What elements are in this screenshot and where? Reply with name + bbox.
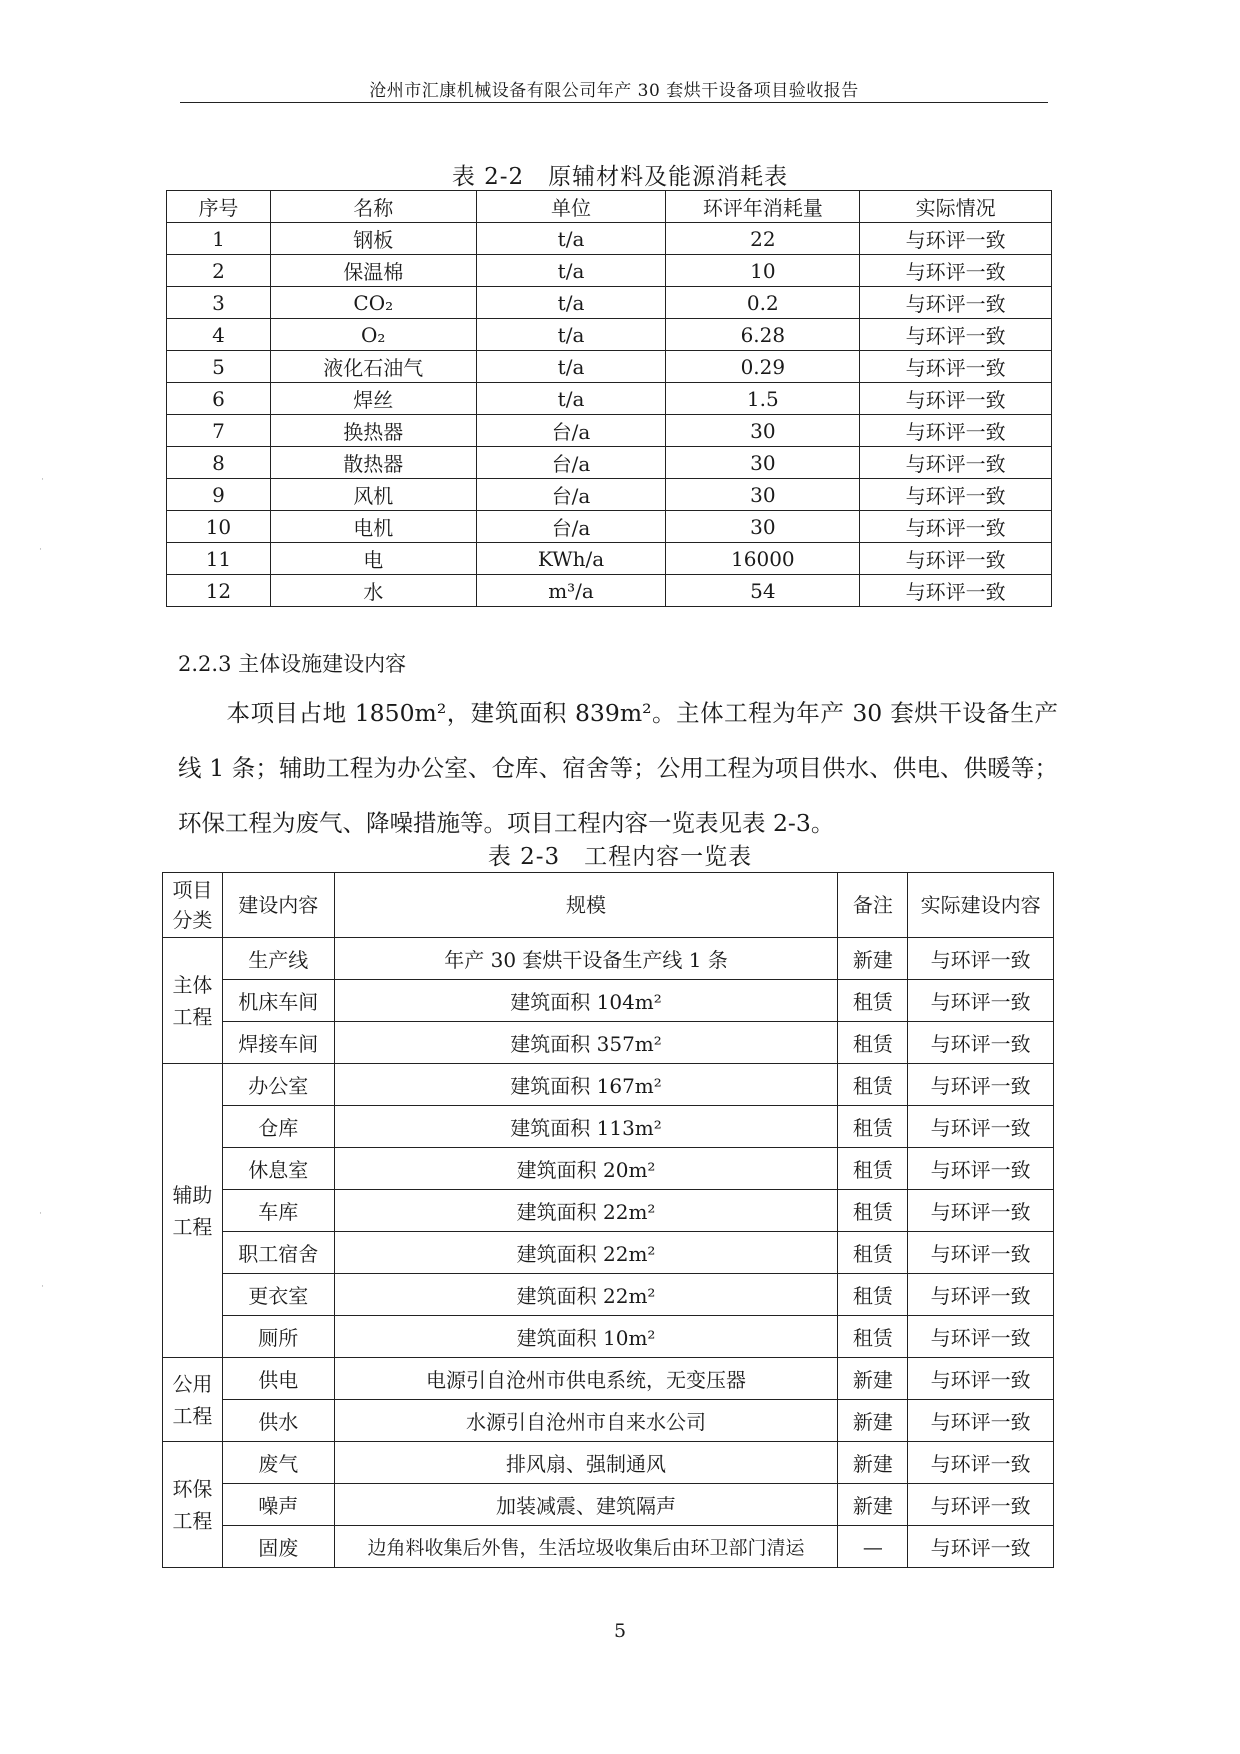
table-row xyxy=(163,1064,1054,1106)
table-cell: 与环评一致 xyxy=(908,1484,1054,1526)
table-cell: 厕所 xyxy=(222,1316,334,1358)
table-row xyxy=(163,1526,1054,1568)
table-row xyxy=(167,319,1052,351)
table-cell: 5 xyxy=(167,351,271,383)
table-row xyxy=(163,1274,1054,1316)
column-header: 单位 xyxy=(476,191,666,223)
table-cell: 职工宿舍 xyxy=(222,1232,334,1274)
table-row xyxy=(163,1106,1054,1148)
page-number: 5 xyxy=(613,1620,627,1642)
table-cell: 与环评一致 xyxy=(908,1232,1054,1274)
table-cell: 供电 xyxy=(222,1358,334,1400)
table-cell: 固废 xyxy=(222,1526,334,1568)
table-cell: 2 xyxy=(167,255,271,287)
table-cell: t/a xyxy=(476,287,666,319)
table-row xyxy=(163,1442,1054,1484)
table-cell: 排风扇、强制通风 xyxy=(334,1442,838,1484)
column-header: 项目 分类 xyxy=(163,873,223,938)
table-cell: 电源引自沧州市供电系统，无变压器 xyxy=(334,1358,838,1400)
category-cell: 辅助 工程 xyxy=(163,1064,223,1358)
table-row xyxy=(163,1316,1054,1358)
table-cell: 与环评一致 xyxy=(908,938,1054,980)
table-cell: 与环评一致 xyxy=(860,255,1052,287)
table-cell: 租赁 xyxy=(838,1064,908,1106)
table-cell: 30 xyxy=(666,447,860,479)
table-cell: 30 xyxy=(666,415,860,447)
table-row xyxy=(167,255,1052,287)
table-row xyxy=(167,543,1052,575)
table-cell: 与环评一致 xyxy=(860,575,1052,607)
table-cell: 与环评一致 xyxy=(860,511,1052,543)
table-cell: 租赁 xyxy=(838,1274,908,1316)
table-cell: 7 xyxy=(167,415,271,447)
table-row xyxy=(163,1022,1054,1064)
table-cell: 与环评一致 xyxy=(908,1106,1054,1148)
category-cell: 环保 工程 xyxy=(163,1442,223,1568)
table-row xyxy=(167,447,1052,479)
table-cell: 租赁 xyxy=(838,1148,908,1190)
category-cell: 主体 工程 xyxy=(163,938,223,1064)
table-cell: 租赁 xyxy=(838,1232,908,1274)
table-cell: 供水 xyxy=(222,1400,334,1442)
table-cell: 钢板 xyxy=(270,223,476,255)
column-header: 实际情况 xyxy=(860,191,1052,223)
table-cell: 保温棉 xyxy=(270,255,476,287)
table-cell: t/a xyxy=(476,351,666,383)
table-cell: 与环评一致 xyxy=(908,1400,1054,1442)
table-cell: 与环评一致 xyxy=(860,479,1052,511)
table-row xyxy=(167,223,1052,255)
table-row xyxy=(163,938,1054,980)
table-cell: 台/a xyxy=(476,479,666,511)
table-cell: 水源引自沧州市自来水公司 xyxy=(334,1400,838,1442)
table-row xyxy=(167,287,1052,319)
table-row xyxy=(163,1148,1054,1190)
table-cell: 建筑面积 22m² xyxy=(334,1190,838,1232)
table-cell: 台/a xyxy=(476,415,666,447)
header-rule xyxy=(180,102,1048,103)
table-cell: 10 xyxy=(666,255,860,287)
table-cell: 水 xyxy=(270,575,476,607)
section-paragraph xyxy=(178,686,1058,851)
table-cell: 0.2 xyxy=(666,287,860,319)
table-cell: 54 xyxy=(666,575,860,607)
table-cell: 1 xyxy=(167,223,271,255)
category-cell: 公用 工程 xyxy=(163,1358,223,1442)
table-cell: 更衣室 xyxy=(222,1274,334,1316)
table-cell: 车库 xyxy=(222,1190,334,1232)
table-cell: 加装减震、建筑隔声 xyxy=(334,1484,838,1526)
table-cell: 电机 xyxy=(270,511,476,543)
table-cell: 8 xyxy=(167,447,271,479)
table-cell: 仓库 xyxy=(222,1106,334,1148)
table-cell: 风机 xyxy=(270,479,476,511)
table-cell: 1.5 xyxy=(666,383,860,415)
table-cell: 新建 xyxy=(838,1442,908,1484)
table-cell: 30 xyxy=(666,479,860,511)
table-cell: 与环评一致 xyxy=(908,1526,1054,1568)
table-cell: 台/a xyxy=(476,447,666,479)
column-header: 备注 xyxy=(838,873,908,938)
table-2-2-caption: 表 2-2 原辅材料及能源消耗表 xyxy=(451,164,789,190)
table-cell: O₂ xyxy=(270,319,476,351)
table-row xyxy=(167,415,1052,447)
table-row xyxy=(167,511,1052,543)
table-cell: 22 xyxy=(666,223,860,255)
table-cell: 11 xyxy=(167,543,271,575)
table-row xyxy=(167,383,1052,415)
table-cell: 6 xyxy=(167,383,271,415)
table-cell: 新建 xyxy=(838,1484,908,1526)
table-cell: 机床车间 xyxy=(222,980,334,1022)
table-cell: 台/a xyxy=(476,511,666,543)
table-cell: 建筑面积 10m² xyxy=(334,1316,838,1358)
table-cell: 与环评一致 xyxy=(908,1316,1054,1358)
section-heading: 2.2.3 主体设施建设内容 xyxy=(178,652,407,676)
table-cell: 租赁 xyxy=(838,1190,908,1232)
table-cell: 6.28 xyxy=(666,319,860,351)
table-cell: 新建 xyxy=(838,1358,908,1400)
table-cell: 噪声 xyxy=(222,1484,334,1526)
column-header: 实际建设内容 xyxy=(908,873,1054,938)
table-cell: 与环评一致 xyxy=(908,1442,1054,1484)
table-cell: 与环评一致 xyxy=(860,543,1052,575)
table-cell: 12 xyxy=(167,575,271,607)
table-cell: t/a xyxy=(476,319,666,351)
table-cell: 与环评一致 xyxy=(908,1022,1054,1064)
table-cell: t/a xyxy=(476,255,666,287)
table-cell: 3 xyxy=(167,287,271,319)
table-cell: 租赁 xyxy=(838,980,908,1022)
column-header: 名称 xyxy=(270,191,476,223)
table-cell: 10 xyxy=(167,511,271,543)
table-row xyxy=(163,1190,1054,1232)
paragraph-text: 本项目占地 1850m²，建筑面积 839m²。主体工程为年产 30 套烘干设备生产线 1 条；辅助工程为办公室、仓库、宿舍等；公用工程为项目供水、供电、供暖等；环保工程为废气、降噪措施等。项目工程内容一览表见表 2-3。 xyxy=(178,699,1058,837)
table-cell: 休息室 xyxy=(222,1148,334,1190)
table-cell: 与环评一致 xyxy=(908,980,1054,1022)
project-content-table xyxy=(162,872,1054,1568)
table-cell: 0.29 xyxy=(666,351,860,383)
running-header: 沧州市汇康机械设备有限公司年产 30 套烘干设备项目验收报告 xyxy=(369,81,859,101)
table-cell: 与环评一致 xyxy=(860,383,1052,415)
table-header-row xyxy=(163,873,1054,938)
scan-speck: ˙ xyxy=(38,548,43,559)
table-cell: 散热器 xyxy=(270,447,476,479)
table-cell: 建筑面积 20m² xyxy=(334,1148,838,1190)
table-cell: 新建 xyxy=(838,1400,908,1442)
scan-speck: ˙ xyxy=(40,1285,45,1296)
table-cell: 与环评一致 xyxy=(908,1148,1054,1190)
table-cell: t/a xyxy=(476,223,666,255)
table-cell: t/a xyxy=(476,383,666,415)
column-header: 序号 xyxy=(167,191,271,223)
table-cell: 电 xyxy=(270,543,476,575)
column-header: 环评年消耗量 xyxy=(666,191,860,223)
table-cell: 与环评一致 xyxy=(908,1064,1054,1106)
table-cell: 液化石油气 xyxy=(270,351,476,383)
table-cell: 焊丝 xyxy=(270,383,476,415)
table-2-3-caption: 表 2-3 工程内容一览表 xyxy=(487,844,753,870)
table-cell: CO₂ xyxy=(270,287,476,319)
table-cell: 与环评一致 xyxy=(860,287,1052,319)
table-cell: 建筑面积 357m² xyxy=(334,1022,838,1064)
table-cell: 16000 xyxy=(666,543,860,575)
table-cell: KWh/a xyxy=(476,543,666,575)
table-row xyxy=(163,980,1054,1022)
table-cell: 新建 xyxy=(838,938,908,980)
table-cell: 租赁 xyxy=(838,1106,908,1148)
table-row xyxy=(163,1400,1054,1442)
table-cell: 与环评一致 xyxy=(908,1274,1054,1316)
table-row xyxy=(167,351,1052,383)
table-cell: 建筑面积 167m² xyxy=(334,1064,838,1106)
table-row xyxy=(167,479,1052,511)
materials-consumption-table xyxy=(166,190,1052,607)
table-cell: — xyxy=(838,1526,908,1568)
table-cell: 4 xyxy=(167,319,271,351)
table-cell: 30 xyxy=(666,511,860,543)
table-cell: m³/a xyxy=(476,575,666,607)
table-cell: 与环评一致 xyxy=(860,223,1052,255)
table-row xyxy=(163,1232,1054,1274)
table-row xyxy=(163,1358,1054,1400)
scan-speck: ˙ xyxy=(38,1212,43,1223)
table-cell: 与环评一致 xyxy=(908,1190,1054,1232)
table-cell: 建筑面积 104m² xyxy=(334,980,838,1022)
table-cell: 与环评一致 xyxy=(860,351,1052,383)
table-cell: 与环评一致 xyxy=(860,319,1052,351)
table-row xyxy=(167,575,1052,607)
table-cell: 与环评一致 xyxy=(860,447,1052,479)
table-cell: 与环评一致 xyxy=(860,415,1052,447)
table-cell: 建筑面积 22m² xyxy=(334,1232,838,1274)
table-cell: 9 xyxy=(167,479,271,511)
table-cell: 租赁 xyxy=(838,1316,908,1358)
table-cell: 与环评一致 xyxy=(908,1358,1054,1400)
table-header-row xyxy=(167,191,1052,223)
table-cell: 焊接车间 xyxy=(222,1022,334,1064)
table-cell: 边角料收集后外售，生活垃圾收集后由环卫部门清运 xyxy=(334,1526,838,1568)
table-cell: 办公室 xyxy=(222,1064,334,1106)
table-cell: 废气 xyxy=(222,1442,334,1484)
table-cell: 年产 30 套烘干设备生产线 1 条 xyxy=(334,938,838,980)
table-cell: 建筑面积 22m² xyxy=(334,1274,838,1316)
table-cell: 租赁 xyxy=(838,1022,908,1064)
column-header: 建设内容 xyxy=(222,873,334,938)
table-cell: 建筑面积 113m² xyxy=(334,1106,838,1148)
scan-speck: ˙ xyxy=(40,478,45,489)
table-cell: 生产线 xyxy=(222,938,334,980)
table-cell: 换热器 xyxy=(270,415,476,447)
table-row xyxy=(163,1484,1054,1526)
column-header: 规模 xyxy=(334,873,838,938)
